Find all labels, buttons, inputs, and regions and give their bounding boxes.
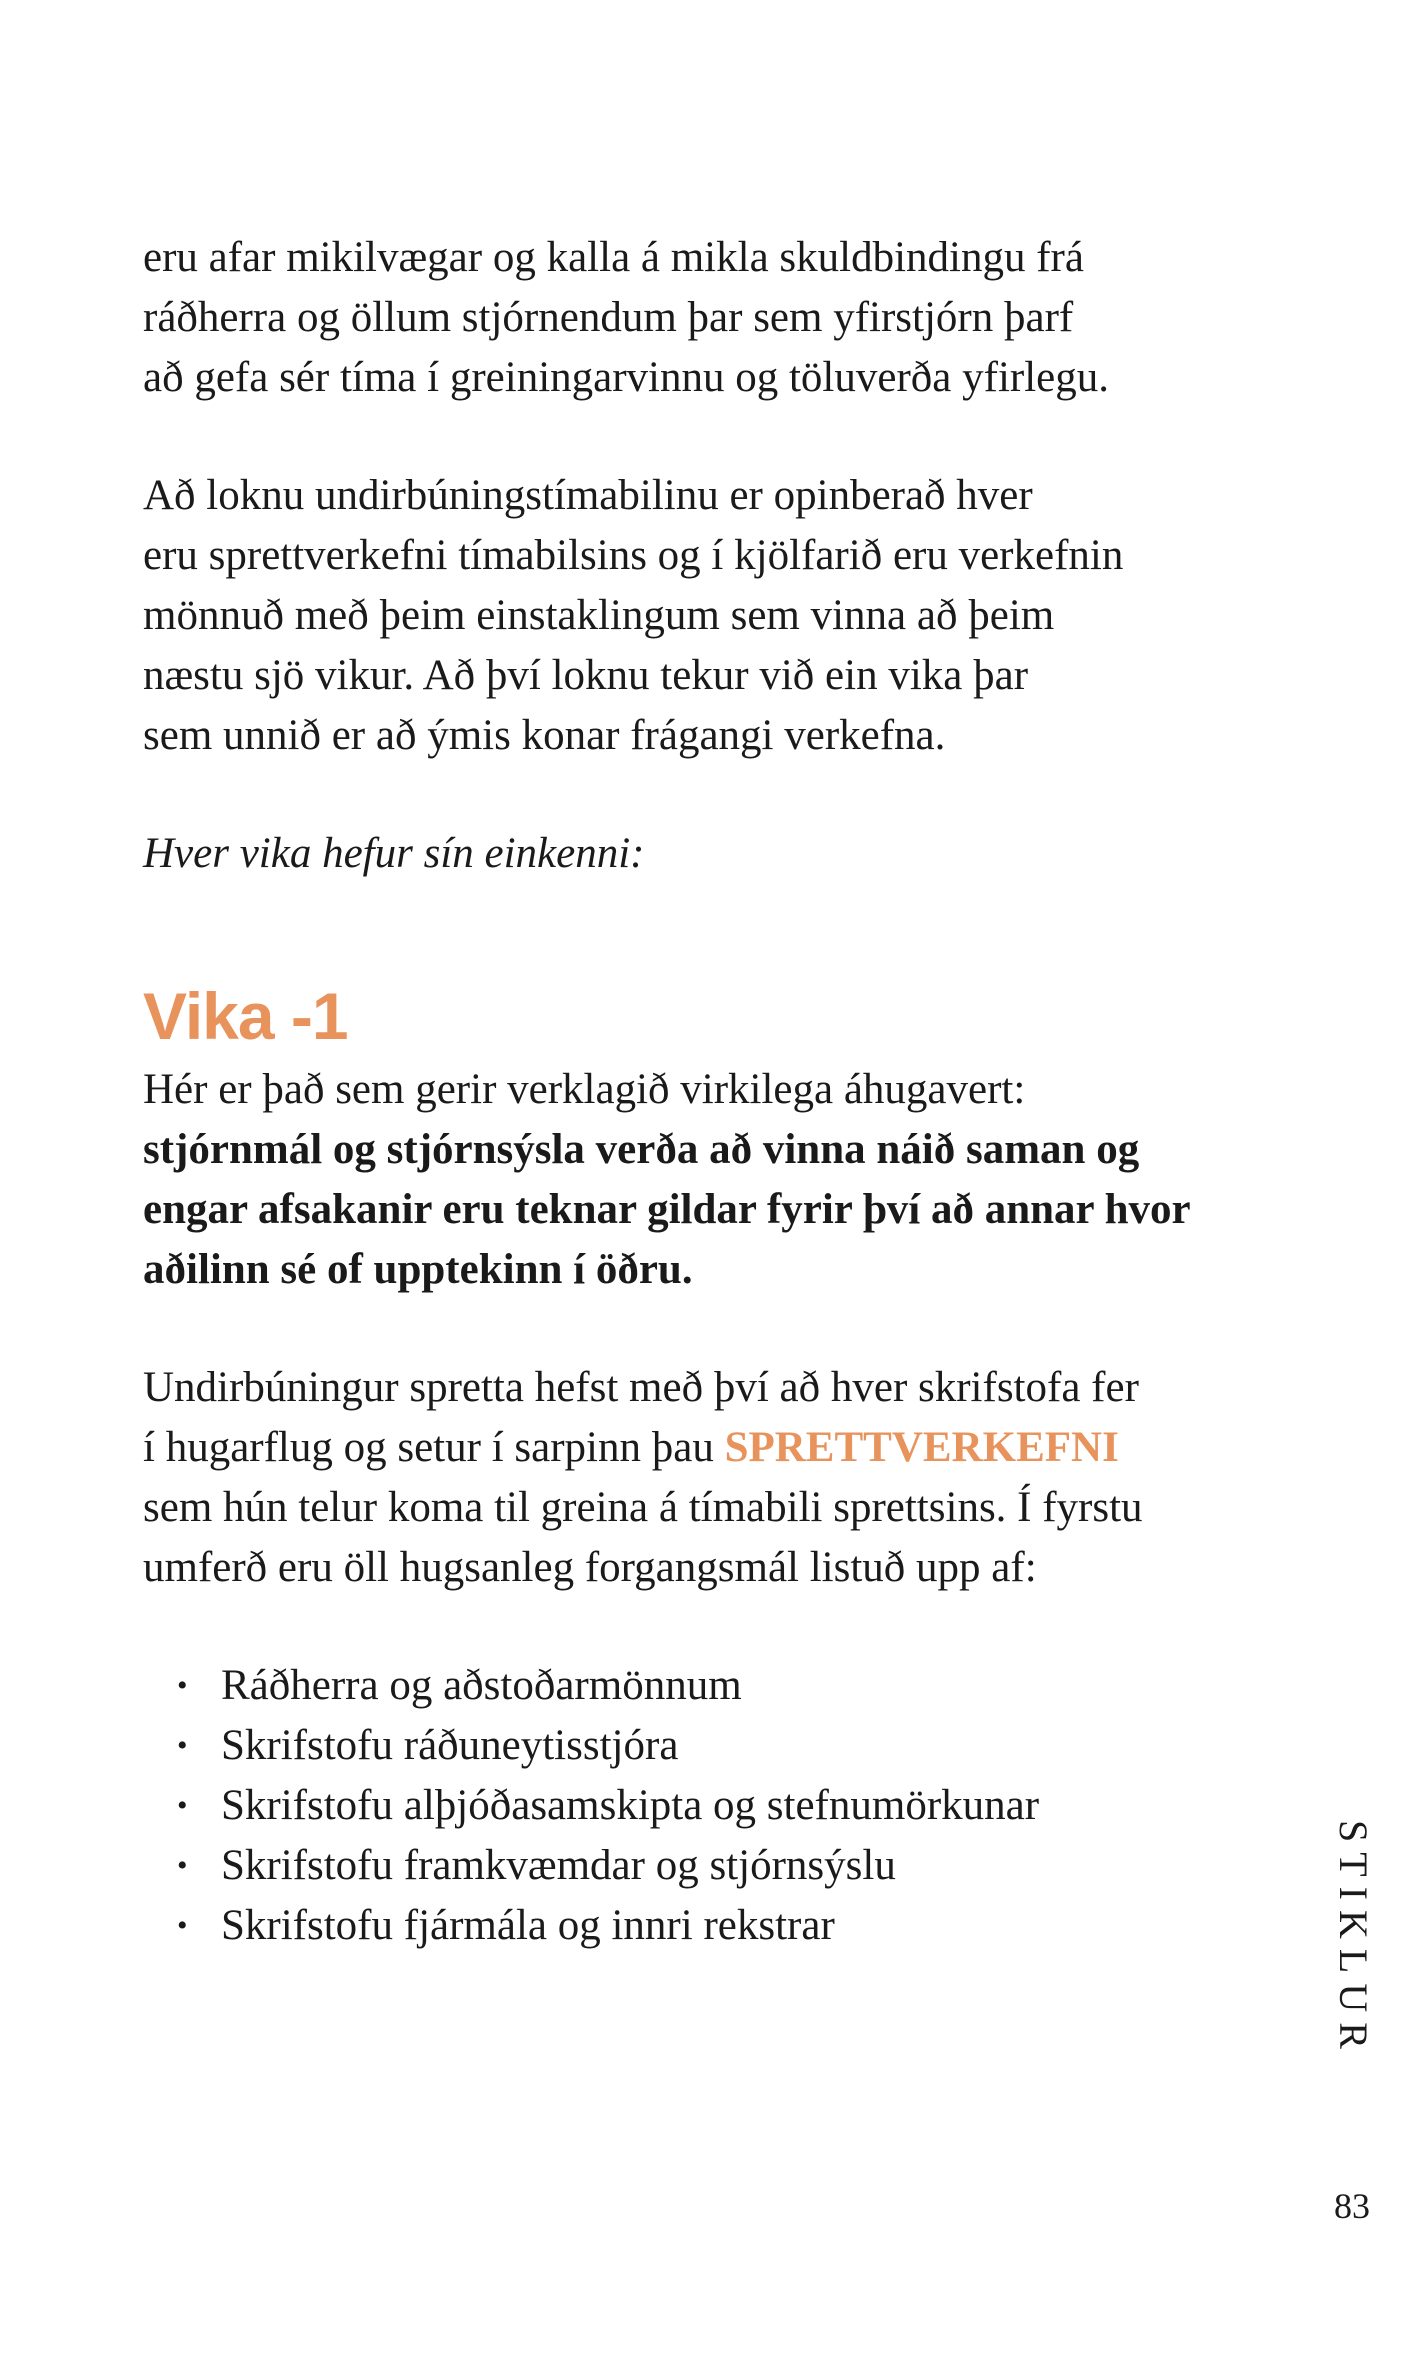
text-line: mönnuð með þeim einstaklingum sem vinna að þeim bbox=[143, 592, 1055, 639]
text-line: umferð eru öll hugsanleg forgangsmál listuð upp af: bbox=[143, 1544, 1037, 1591]
section-heading: Vika -1 bbox=[143, 979, 348, 1053]
list-item-text: Skrifstofu fjármála og innri rekstrar bbox=[221, 1902, 835, 1949]
bullet-icon: • bbox=[177, 1669, 188, 1702]
bullet-icon: • bbox=[177, 1909, 188, 1942]
page-number: 83 bbox=[1334, 2186, 1370, 2226]
text-line: Undirbúningur spretta hefst með því að hver skrifstofa fer bbox=[143, 1364, 1139, 1411]
bold-text-line: stjórnmál og stjórnsýsla verða að vinna náið saman og bbox=[143, 1126, 1140, 1173]
list-item-text: Ráðherra og aðstoðarmönnum bbox=[221, 1662, 742, 1709]
text-line: ráðherra og öllum stjórnendum þar sem yfirstjórn þarf bbox=[143, 294, 1074, 341]
text-line-with-accent bbox=[143, 1418, 1303, 1478]
text-line: næstu sjö vikur. Að því loknu tekur við ein vika þar bbox=[143, 652, 1029, 699]
paragraph-preparation bbox=[143, 466, 1303, 766]
text-line: eru afar mikilvægar og kalla á mikla skuldbindingu frá bbox=[143, 234, 1084, 281]
list-item bbox=[143, 1776, 1303, 1836]
list-item bbox=[143, 1896, 1303, 1956]
bullet-icon: • bbox=[177, 1729, 188, 1762]
list-item-text: Skrifstofu alþjóðasamskipta og stefnumörkunar bbox=[221, 1782, 1040, 1829]
list-item-text: Skrifstofu framkvæmdar og stjórnsýslu bbox=[221, 1842, 896, 1889]
chapter-side-label: STIKLUR bbox=[1331, 1820, 1376, 2059]
bullet-icon: • bbox=[177, 1849, 188, 1882]
list-item bbox=[143, 1656, 1303, 1716]
bullet-list bbox=[143, 1656, 1303, 1956]
text-line: Hér er það sem gerir verklagið virkilega áhugavert: bbox=[143, 1066, 1026, 1113]
accent-keyword: SPRETTVERKEFNI bbox=[724, 1424, 1119, 1471]
intro-italic: Hver vika hefur sín einkenni: bbox=[143, 830, 645, 877]
bold-text-line: aðilinn sé of upptekinn í öðru. bbox=[143, 1246, 693, 1293]
text-line: sem unnið er að ýmis konar frágangi verkefna. bbox=[143, 712, 946, 759]
list-item bbox=[143, 1716, 1303, 1776]
paragraph-commitment bbox=[143, 228, 1303, 408]
text-line: eru sprettverkefni tímabilsins og í kjölfarið eru verkefnin bbox=[143, 532, 1124, 579]
bold-text-line: engar afsakanir eru teknar gildar fyrir því að annar hvor bbox=[143, 1186, 1191, 1233]
list-item-text: Skrifstofu ráðuneytisstjóra bbox=[221, 1722, 679, 1769]
text-fragment: í hugarflug og setur í sarpinn þau bbox=[143, 1424, 725, 1471]
text-line: að gefa sér tíma í greiningarvinnu og töluverða yfirlegu. bbox=[143, 354, 1109, 401]
text-line: Að loknu undirbúningstímabilinu er opinberað hver bbox=[143, 472, 1033, 519]
bullet-icon: • bbox=[177, 1789, 188, 1822]
text-line: sem hún telur koma til greina á tímabili sprettsins. Í fyrstu bbox=[143, 1484, 1143, 1531]
paragraph-sprint-preparation bbox=[143, 1358, 1303, 1598]
page-content bbox=[143, 228, 1303, 1956]
paragraph-week-minus-one bbox=[143, 1060, 1303, 1300]
list-item bbox=[143, 1836, 1303, 1896]
